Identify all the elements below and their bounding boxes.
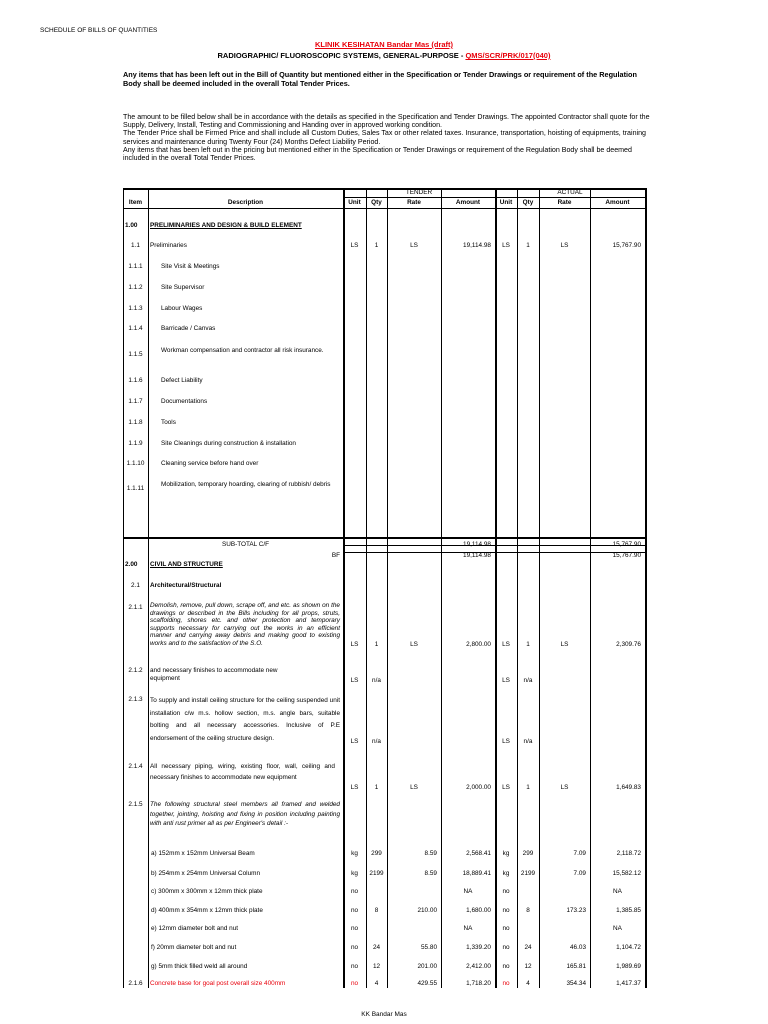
actual-qty: 4 [526, 980, 530, 987]
tender-qty: 1 [374, 784, 379, 791]
paragraph: The amount to be filled below shall be in accordance with the details as specified in the Specification and Tender Drawings. The appointed Contractor shall quote for the Supply, Delivery, Install, Testing and Commissioning and Handing over in approved working condition. [123, 113, 650, 130]
item-description: Mobilization, temporary hoarding, clearing of rubbish/ debris [161, 481, 331, 488]
actual-amount: 1,649.83 [616, 784, 641, 791]
item-description: and necessary finishes to accommodate new equipment [150, 667, 278, 682]
tender-unit: no [350, 963, 359, 970]
bill-of-quantities-table [123, 188, 646, 988]
paragraph: The Tender Price shall be Firmed Price and shall include all Custom Duties, Sales Tax or other related taxes. Insurance, transportation, hoisting of equipments, training services and maintenance during Twenty Four (24) Months Defect Liability Period. [123, 129, 646, 146]
tender-unit: LS [350, 677, 359, 684]
tender-rate: LS [410, 784, 418, 791]
col-header-qty: Qty [522, 199, 534, 206]
item-number: 1.1.1 [128, 263, 143, 270]
item-number: 1.1.2 [128, 284, 143, 291]
tender-amount: 1,339.20 [466, 944, 491, 951]
item-number: 1.1.9 [128, 440, 143, 447]
tender-unit: no [350, 980, 359, 987]
tender-rate: LS [410, 242, 418, 249]
tender-qty: 12 [372, 963, 381, 970]
actual-qty: 2199 [520, 870, 536, 877]
tender-qty: 8 [374, 907, 379, 914]
actual-amount: 1,989.69 [616, 963, 641, 970]
actual-qty: 1 [526, 784, 530, 791]
tender-rate: LS [410, 641, 418, 648]
actual-qty: 299 [522, 850, 534, 857]
actual-amount: NA [613, 888, 622, 895]
tender-amount: 1,680.00 [466, 907, 491, 914]
actual-unit: no [502, 907, 510, 914]
actual-unit: no [502, 944, 510, 951]
item-description: Site Supervisor [161, 284, 205, 291]
item-description: Concrete base for goal post overall size 400mm [150, 980, 286, 987]
item-description: Documentations [161, 398, 208, 405]
col-header-amount: Amount [605, 199, 630, 206]
tender-rate: 429.55 [417, 980, 437, 987]
tender-amount: 2,568.41 [466, 850, 491, 857]
tender-rate: 201.00 [417, 963, 437, 970]
actual-unit: no [502, 963, 510, 970]
tender-qty: n/a [372, 738, 381, 745]
item-description: b) 254mm x 254mm Universal Column [151, 870, 261, 877]
actual-amount: 1,104.72 [616, 944, 641, 951]
actual-rate: 354.34 [566, 980, 586, 987]
actual-amount: 2,309.76 [616, 641, 641, 648]
col-header-item: Item [128, 199, 143, 206]
item-description: The following structural steel members all framed and welded together, jointing, hoisting and fixing in position including painting with anti rust primer all as per Engineer's detail :- [150, 801, 340, 828]
actual-rate: LS [560, 784, 569, 791]
item-description: Defect Liability [161, 377, 203, 384]
item-description: Barricade / Canvas [161, 325, 216, 332]
actual-amount: 15,582.12 [612, 870, 641, 877]
actual-qty: n/a [523, 677, 533, 684]
item-description: Demolish, remove, pull down, scrape off, and etc. as shown on the drawings or described in the Bills including for all props, struts, scaffolding, shores etc. and other protection and temporary supports necessary for carrying out the works in an efficient manner and carrying away debris and making good to existing works and to the satisfaction of the S.O. [150, 602, 340, 647]
item-number: 1.1.7 [128, 398, 143, 405]
tender-qty: n/a [372, 677, 381, 684]
item-description: Workman compensation and contractor all risk insurance. [161, 347, 324, 354]
tender-qty: 4 [374, 980, 379, 987]
item-description: d) 400mm x 354mm x 12mm thick plate [151, 907, 263, 914]
tender-amount: 2,800.00 [466, 641, 491, 648]
item-description: To supply and install ceiling structure for the ceiling suspended unit installation c/w m.s. hollow section, m.s. angle bars, suitable bolting and all necessary accessories. Inclusive of P.E endorsement of the ceiling structure design. [150, 697, 340, 742]
section-title: CIVIL AND STRUCTURE [150, 561, 223, 568]
actual-unit: LS [502, 641, 510, 648]
tender-unit: no [350, 907, 359, 914]
item-number: 1.1.6 [128, 377, 143, 384]
actual-unit: no [502, 888, 510, 895]
actual-amount: 2,118.72 [616, 850, 641, 857]
actual-rate: 46.03 [570, 944, 586, 951]
tender-rate: 8.59 [424, 870, 437, 877]
page-footer: KK Bandar Mas [361, 1011, 407, 1018]
actual-rate: LS [560, 242, 569, 249]
item-number: 1.1.10 [126, 460, 145, 467]
tender-unit: LS [350, 242, 359, 249]
actual-rate: 7.09 [573, 870, 586, 877]
item-description: Site Visit & Meetings [161, 263, 220, 270]
actual-amount: 1,385.85 [616, 907, 641, 914]
tender-qty: 24 [372, 944, 381, 951]
actual-qty: 12 [524, 963, 532, 970]
col-header-rate: Rate [557, 199, 572, 206]
actual-amount: NA [613, 925, 622, 932]
tender-qty: 2199 [369, 870, 384, 877]
item-number: 1.1 [131, 242, 140, 249]
tender-qty: 1 [374, 641, 379, 648]
actual-amount: 1,417.37 [616, 980, 641, 987]
conditions-paragraphs [123, 113, 653, 162]
bf-actual-amount: 15,767.90 [612, 552, 641, 559]
actual-unit: LS [502, 677, 510, 684]
tender-unit: no [350, 888, 359, 895]
item-number: 2.1.2 [128, 667, 143, 674]
tender-amount: 18,889.41 [462, 870, 491, 877]
actual-rate: LS [560, 641, 569, 648]
tender-unit: no [350, 944, 359, 951]
actual-qty: 1 [526, 641, 530, 648]
item-number: 1.1.11 [126, 485, 145, 492]
tender-unit: no [350, 925, 359, 932]
item-number: 2.1.1 [128, 604, 143, 611]
item-number: 2.1.6 [128, 980, 143, 987]
item-description: a) 152mm x 152mm Universal Beam [151, 850, 255, 857]
actual-rate: 173.23 [566, 907, 586, 914]
section-item-number: 1.00 [125, 222, 138, 229]
item-description: g) 5mm thick filled weld all around [151, 963, 248, 970]
item-description: All necessary piping, wiring, existing floor, wall, ceiling and necessary finishes to accommodate new equipment [150, 763, 335, 781]
tender-group-header: TENDER [405, 189, 433, 196]
item-description: Tools [161, 419, 176, 426]
section-title: PRELIMINARIES AND DESIGN & BUILD ELEMENT [150, 222, 302, 229]
item-number: 1.1.8 [128, 419, 143, 426]
actual-unit: LS [502, 242, 510, 249]
tender-unit: kg [351, 870, 358, 877]
tender-amount: NA [463, 925, 473, 932]
item-number: 2.1.4 [128, 763, 143, 770]
schedule-title: SCHEDULE OF BILLS OF QUANTITIES [40, 27, 158, 34]
item-number: 2.1 [131, 582, 140, 589]
tender-amount: 2,000.00 [466, 784, 491, 791]
actual-rate: 7.09 [573, 850, 586, 857]
tender-unit: LS [350, 784, 359, 791]
actual-rate: 165.81 [566, 963, 586, 970]
item-number: 1.1.3 [128, 305, 143, 312]
tender-rate: 210.00 [417, 907, 437, 914]
system-title [0, 51, 768, 60]
col-header-amount: Amount [455, 199, 481, 206]
actual-unit: no [502, 980, 510, 987]
item-number: 1.1.5 [128, 351, 143, 358]
tender-qty: 299 [371, 850, 382, 857]
item-description: c) 300mm x 300mm x 12mm thick plate [151, 888, 263, 895]
actual-unit: kg [502, 850, 510, 857]
item-number: 1.1.4 [128, 325, 143, 332]
paragraph: Any items that has been left out in the pricing but mentioned either in the Specification or Tender Drawings or requirement of the Regulation Body shall be deemed included in the overall Total Tender Prices. [123, 145, 632, 163]
actual-qty: n/a [523, 738, 533, 745]
item-description: e) 12mm diameter bolt and nut [151, 925, 239, 932]
tender-unit: LS [350, 641, 359, 648]
bold-note: Any items that has been left out in the Bill of Quantity but mentioned either in the Specification or Tender Drawings or requirement of the Regulation Body shall be deemed included in the overall Total Tender Prices. [123, 70, 637, 88]
bf-tender-amount: 19,114.98 [463, 552, 491, 559]
item-description: f) 20mm diameter bolt and nut [151, 944, 237, 951]
item-description: Preliminaries [150, 242, 187, 249]
col-header-qty: Qty [371, 199, 382, 206]
system-prefix: RADIOGRAPHIC/ FLUOROSCOPIC SYSTEMS, GENERAL-PURPOSE - [217, 51, 466, 60]
actual-unit: LS [502, 738, 510, 745]
reference-code: QMS/SCR/PRK/017(040) [465, 51, 551, 60]
brought-forward-label: BF [331, 552, 340, 559]
actual-unit: no [502, 925, 510, 932]
project-name: KLINIK KESIHATAN Bandar Mas (draft) [314, 40, 454, 49]
subtotal-actual-amount: 15,767.90 [612, 541, 641, 548]
subtotal-tender-amount: 19,114.98 [463, 541, 491, 548]
item-description: Cleaning service before hand over [161, 460, 259, 467]
item-number: 2.1.3 [128, 696, 143, 703]
tender-amount: 2,412.00 [466, 963, 491, 970]
tender-unit: kg [351, 850, 358, 857]
tender-unit: LS [350, 738, 359, 745]
item-description: Site Cleanings during construction & installation [161, 440, 296, 447]
tender-amount: 19,114.98 [463, 242, 491, 249]
item-number: 2.1.5 [128, 801, 143, 808]
actual-unit: LS [502, 784, 510, 791]
actual-unit: kg [502, 870, 510, 877]
tender-rate: 55.80 [421, 944, 437, 951]
col-header-rate: Rate [407, 199, 421, 206]
tender-qty: 1 [374, 242, 379, 249]
actual-amount: 15,767.90 [612, 242, 641, 249]
actual-qty: 1 [526, 242, 530, 249]
actual-qty: 8 [526, 907, 530, 914]
col-header-unit: Unit [348, 199, 361, 206]
tender-amount: 1,718.20 [466, 980, 491, 987]
actual-group-header: ACTUAL [557, 189, 583, 196]
col-header-description: Description [227, 199, 264, 206]
subsection-title: Architectural/Structural [150, 582, 222, 589]
subtotal-label: SUB-TOTAL C/F [221, 541, 270, 548]
section-item-number: 2.00 [125, 561, 138, 568]
tender-rate: 8.59 [424, 850, 437, 857]
item-description: Labour Wages [161, 305, 203, 312]
actual-qty: 24 [524, 944, 532, 951]
col-header-unit: Unit [499, 199, 513, 206]
tender-amount: NA [463, 888, 473, 895]
